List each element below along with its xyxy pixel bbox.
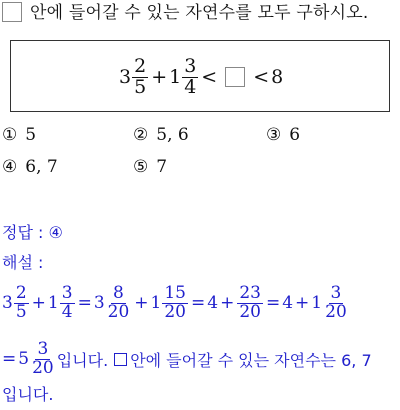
answer-mark: ④: [48, 223, 63, 242]
fraction: $\frac{8}{20}$: [107, 282, 130, 322]
choice-5[interactable]: ⑤ 7: [133, 157, 168, 177]
fraction: $\frac{23}{20}$: [239, 282, 261, 322]
blank-square-icon: [114, 353, 127, 366]
right-bound: 8: [271, 66, 284, 88]
question-text: 안에 들어갈 수 있는 자연수를 모두 구하시오.: [30, 3, 369, 23]
solution-equation-line: 3 $\frac{2}{5}$ + 1 $\frac{3}{4}$ = 3 $\frac{8}{20}$ + 1 $\frac{15}{20}$ = 4 + $\frac{23}{20}$ = 4 + 1 $\frac{3}{20}$: [2, 282, 347, 322]
fraction-2-5: $\frac{2}{5}$: [134, 54, 147, 98]
plus-sign: +: [151, 66, 168, 88]
whole-3: 3: [119, 66, 132, 88]
fraction: $\frac{3}{4}$: [61, 282, 73, 322]
fraction: $\frac{3}{20}$: [325, 282, 347, 322]
inequality-expression: [119, 51, 283, 103]
fraction-3-4: $\frac{3}{4}$: [184, 54, 197, 98]
answer-blank-box: [2, 2, 22, 22]
explanation-label: 해설 :: [2, 253, 44, 272]
choice-3[interactable]: ③ 6: [266, 125, 301, 145]
solution-result-line: = 5 $\frac{3}{20}$ 입니다. 안에 들어갈 수 있는 자연수는 6, 7: [2, 338, 372, 378]
answer-label: 정답 :: [2, 223, 49, 242]
less-than-sign: <: [201, 66, 218, 88]
less-than-sign: <: [253, 66, 270, 88]
result-text: 입니다.: [56, 350, 109, 370]
choice-4[interactable]: ④ 6, 7: [2, 157, 58, 177]
fraction: $\frac{3}{20}$: [32, 338, 54, 378]
fraction: $\frac{15}{20}$: [164, 282, 186, 322]
expression-frame: [10, 40, 390, 112]
choice-2[interactable]: ② 5, 6: [133, 125, 189, 145]
fraction: $\frac{2}{5}$: [15, 282, 27, 322]
whole-1: 1: [169, 66, 182, 88]
solution-closing: 입니다.: [2, 385, 54, 404]
answer-line: [2, 222, 63, 244]
choice-1[interactable]: ① 5: [2, 125, 37, 145]
result-text-continued: 안에 들어갈 수 있는 자연수는 6, 7: [130, 350, 372, 370]
blank-input-box[interactable]: [225, 67, 245, 87]
